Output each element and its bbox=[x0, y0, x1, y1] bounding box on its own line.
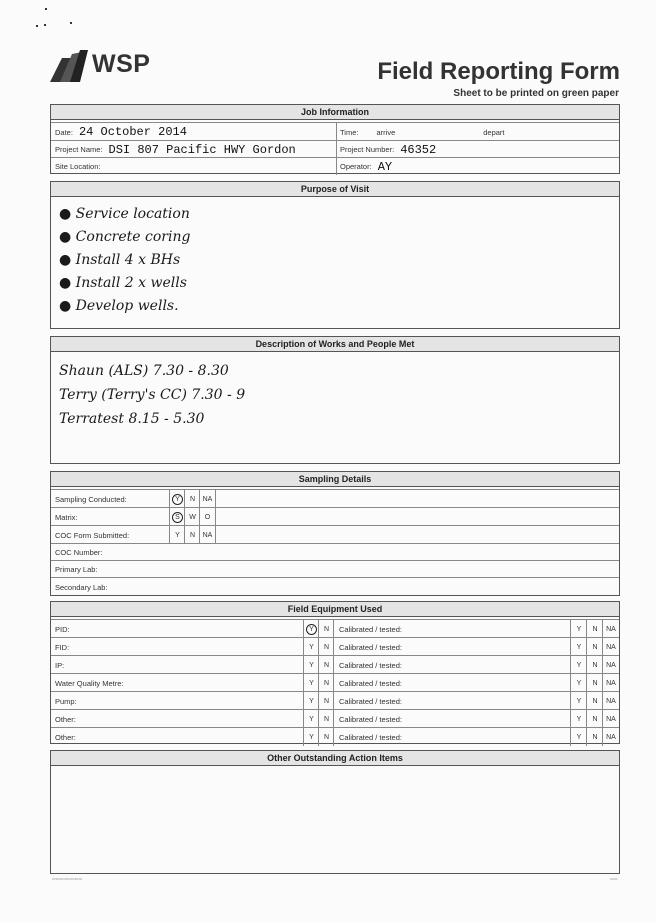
section-heading: Sampling Details bbox=[51, 472, 619, 487]
cal-option-y[interactable]: Y bbox=[570, 728, 587, 746]
used-option-y[interactable]: Y bbox=[303, 710, 319, 728]
section-heading: Description of Works and People Met bbox=[51, 337, 619, 352]
cal-option-n[interactable]: N bbox=[586, 728, 603, 746]
option-n[interactable]: N bbox=[184, 490, 200, 508]
field-equipment-section bbox=[50, 601, 620, 744]
cal-option-n[interactable]: N bbox=[586, 710, 603, 728]
option-s[interactable]: S bbox=[169, 508, 185, 526]
project-number-label: Project Number: bbox=[340, 145, 395, 154]
matrix-row bbox=[51, 507, 619, 526]
option-o[interactable]: O bbox=[199, 508, 216, 526]
cal-option-n[interactable]: N bbox=[586, 692, 603, 710]
cal-option-n[interactable]: N bbox=[586, 638, 603, 656]
used-option-n[interactable]: N bbox=[318, 674, 334, 692]
wsp-logo-icon bbox=[48, 48, 90, 84]
section-heading: Field Equipment Used bbox=[51, 602, 619, 617]
outstanding-notes-area[interactable] bbox=[51, 766, 619, 873]
scan-speck bbox=[36, 25, 38, 27]
project-name-field[interactable]: DSI 807 Pacific HWY Gordon bbox=[108, 142, 296, 157]
section-heading: Purpose of Visit bbox=[51, 182, 619, 197]
purpose-line: ● Concrete coring bbox=[59, 229, 191, 245]
coc-form-label: COC Form Submitted: bbox=[55, 530, 130, 540]
job-information-section bbox=[50, 104, 620, 174]
footer-mark-right: ▭▭ bbox=[610, 876, 618, 881]
equipment-row bbox=[51, 709, 619, 728]
page-subtitle: Sheet to be printed on green paper bbox=[453, 88, 619, 99]
calibrated-label: Calibrated / tested: bbox=[339, 642, 402, 652]
purpose-line: ● Service location bbox=[59, 206, 190, 222]
used-option-y[interactable]: Y bbox=[303, 728, 319, 746]
option-y[interactable]: Y bbox=[169, 490, 185, 508]
description-line: Terratest 8.15 - 5.30 bbox=[59, 411, 205, 427]
purpose-of-visit-section bbox=[50, 181, 620, 329]
cal-option-y[interactable]: Y bbox=[570, 638, 587, 656]
date-row bbox=[51, 122, 619, 141]
coc-form-row bbox=[51, 525, 619, 544]
option-n[interactable]: N bbox=[184, 526, 200, 544]
sampling-details-section bbox=[50, 471, 620, 596]
option-w[interactable]: W bbox=[184, 508, 200, 526]
equipment-label: FID: bbox=[55, 642, 70, 652]
matrix-label: Matrix: bbox=[55, 512, 78, 522]
project-number-field[interactable]: 46352 bbox=[400, 142, 437, 157]
page-title: Field Reporting Form bbox=[377, 58, 620, 85]
sampling-row bbox=[51, 489, 619, 508]
description-section bbox=[50, 336, 620, 464]
option-na[interactable]: NA bbox=[199, 490, 216, 508]
used-option-n[interactable]: N bbox=[318, 620, 334, 638]
calibrated-label: Calibrated / tested: bbox=[339, 714, 402, 724]
section-heading: Other Outstanding Action Items bbox=[51, 751, 619, 766]
scan-speck bbox=[44, 24, 46, 26]
primary-lab-row[interactable] bbox=[51, 560, 619, 578]
cal-option-n[interactable]: N bbox=[586, 620, 603, 638]
footer-mark-left: ▭▭▭▭▭▭▭▭ bbox=[52, 876, 83, 881]
used-option-y[interactable]: Y bbox=[303, 692, 319, 710]
used-option-n[interactable]: N bbox=[318, 656, 334, 674]
site-row bbox=[51, 157, 619, 175]
calibrated-label: Calibrated / tested: bbox=[339, 696, 402, 706]
cal-option-na[interactable]: NA bbox=[602, 656, 619, 674]
cal-option-y[interactable]: Y bbox=[570, 674, 587, 692]
coc-number-row[interactable] bbox=[51, 543, 619, 561]
description-line: Shaun (ALS) 7.30 - 8.30 bbox=[59, 363, 229, 379]
calibrated-label: Calibrated / tested: bbox=[339, 624, 402, 634]
operator-field[interactable]: AY bbox=[377, 159, 393, 174]
date-label: Date: bbox=[55, 127, 73, 137]
equipment-row bbox=[51, 673, 619, 692]
section-heading: Job Information bbox=[51, 105, 619, 120]
cal-option-y[interactable]: Y bbox=[570, 620, 587, 638]
cal-option-na[interactable]: NA bbox=[602, 674, 619, 692]
purpose-line: ● Install 4 x BHs bbox=[59, 252, 181, 268]
arrive-label: arrive bbox=[376, 127, 396, 137]
purpose-line: ● Install 2 x wells bbox=[59, 275, 187, 291]
cal-option-na[interactable]: NA bbox=[602, 710, 619, 728]
used-option-y[interactable]: Y bbox=[303, 638, 319, 656]
cal-option-na[interactable]: NA bbox=[602, 638, 619, 656]
used-option-y[interactable]: Y bbox=[303, 674, 319, 692]
purpose-line: ● Develop wells. bbox=[59, 298, 179, 314]
calibrated-label: Calibrated / tested: bbox=[339, 678, 402, 688]
description-line: Terry (Terry's CC) 7.30 - 9 bbox=[59, 387, 246, 403]
equipment-label: Water Quality Metre: bbox=[55, 678, 124, 688]
option-y[interactable]: Y bbox=[169, 526, 185, 544]
cal-option-y[interactable]: Y bbox=[570, 692, 587, 710]
cal-option-na[interactable]: NA bbox=[602, 620, 619, 638]
cal-option-n[interactable]: N bbox=[586, 674, 603, 692]
secondary-lab-label: Secondary Lab: bbox=[55, 582, 108, 592]
calibrated-label: Calibrated / tested: bbox=[339, 660, 402, 670]
used-option-y[interactable]: Y bbox=[303, 620, 319, 638]
calibrated-label: Calibrated / tested: bbox=[339, 732, 402, 742]
sampling-conducted-label: Sampling Conducted: bbox=[55, 494, 127, 504]
cal-option-n[interactable]: N bbox=[586, 656, 603, 674]
time-label: Time: bbox=[340, 127, 359, 137]
depart-label: depart bbox=[483, 127, 505, 137]
equipment-row bbox=[51, 619, 619, 638]
coc-number-label: COC Number: bbox=[55, 548, 103, 557]
used-option-n[interactable]: N bbox=[318, 638, 334, 656]
project-name-label: Project Name: bbox=[55, 145, 103, 154]
equipment-row bbox=[51, 637, 619, 656]
option-na[interactable]: NA bbox=[199, 526, 216, 544]
outstanding-actions-section bbox=[50, 750, 620, 874]
equipment-label: IP: bbox=[55, 660, 65, 670]
cal-option-na[interactable]: NA bbox=[602, 692, 619, 710]
site-location-label: Site Location: bbox=[55, 162, 101, 171]
primary-lab-label: Primary Lab: bbox=[55, 565, 98, 574]
project-row bbox=[51, 140, 619, 158]
cal-option-y[interactable]: Y bbox=[570, 710, 587, 728]
scan-speck bbox=[70, 22, 72, 24]
secondary-lab-row[interactable] bbox=[51, 577, 619, 596]
used-option-n[interactable]: N bbox=[318, 728, 334, 746]
equipment-label: PID: bbox=[55, 624, 70, 634]
used-option-n[interactable]: N bbox=[318, 692, 334, 710]
cal-option-na[interactable]: NA bbox=[602, 728, 619, 746]
equipment-label: Other: bbox=[55, 732, 76, 742]
equipment-row bbox=[51, 727, 619, 746]
cal-option-y[interactable]: Y bbox=[570, 656, 587, 674]
equipment-label: Pump: bbox=[55, 696, 77, 706]
equipment-label: Other: bbox=[55, 714, 76, 724]
company-logo-text: WSP bbox=[92, 50, 151, 78]
equipment-row bbox=[51, 691, 619, 710]
used-option-n[interactable]: N bbox=[318, 710, 334, 728]
operator-label: Operator: bbox=[340, 162, 372, 171]
used-option-y[interactable]: Y bbox=[303, 656, 319, 674]
date-field[interactable]: 24 October 2014 bbox=[78, 125, 187, 139]
equipment-row bbox=[51, 655, 619, 674]
scan-speck bbox=[45, 8, 47, 10]
